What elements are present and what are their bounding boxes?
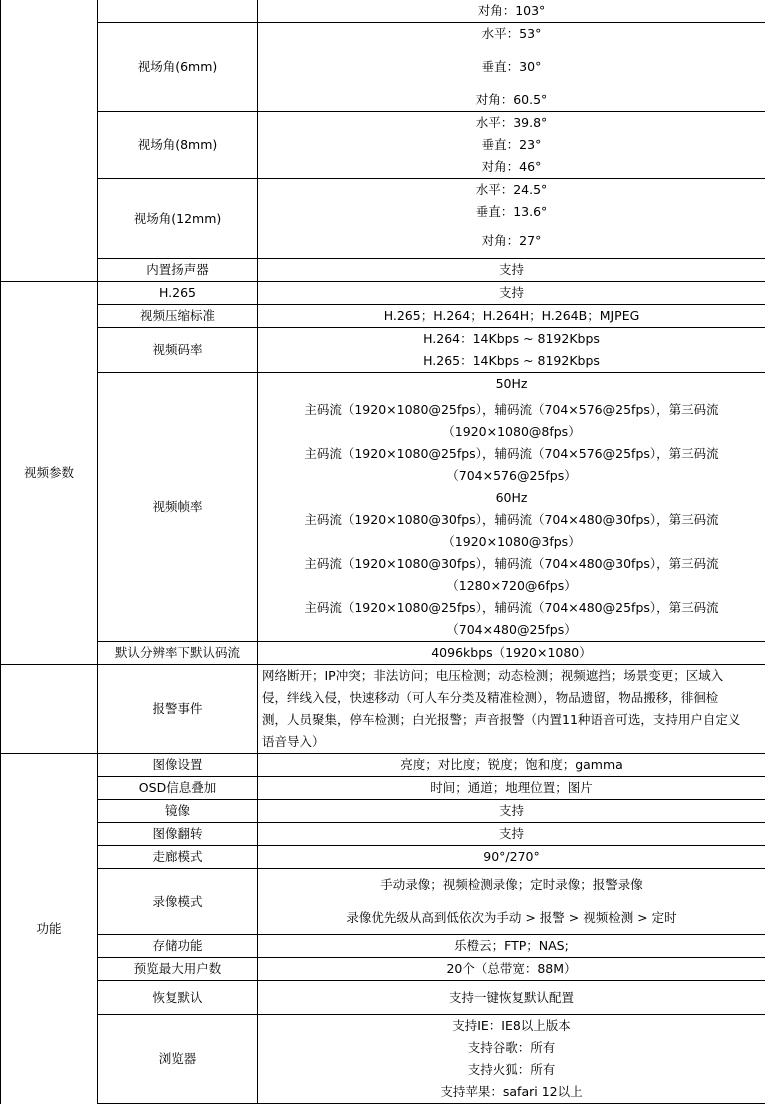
param-label: 视频压缩标准: [98, 305, 258, 328]
category-cell-blank: [1, 0, 98, 282]
value-line: 60Hz: [262, 487, 761, 509]
value-line: 支持苹果：safari 12以上: [262, 1081, 761, 1103]
param-value: [258, 0, 765, 23]
param-value: [258, 305, 765, 328]
param-label: 视频码率: [98, 328, 258, 373]
value-line: 水平：24.5°: [262, 179, 761, 201]
value-line: 支持: [262, 800, 761, 822]
value-line: 对角：27°: [262, 230, 761, 252]
param-value: [258, 958, 765, 981]
value-line: 手动录像；视频检测录像；定时录像；报警录像: [262, 874, 761, 896]
value-line: 语音导入）: [262, 731, 761, 753]
table-row: [1, 981, 765, 1015]
value-line: 垂直：30°: [262, 56, 761, 78]
param-value: [258, 665, 765, 754]
table-row: [1, 328, 765, 373]
param-label: 预览最大用户数: [98, 958, 258, 981]
table-row: [1, 642, 765, 665]
param-label: 图像翻转: [98, 823, 258, 846]
table-row: [1, 23, 765, 112]
param-value: [258, 179, 765, 259]
param-label: 镜像: [98, 800, 258, 823]
param-label: 视场角(8mm): [98, 112, 258, 179]
value-line: 乐橙云；FTP；NAS;: [262, 935, 761, 957]
table-row: [1, 869, 765, 935]
param-value: [258, 642, 765, 665]
param-label: 报警事件: [98, 665, 258, 754]
value-line: H.265；H.264；H.264H；H.264B；MJPEG: [262, 305, 761, 327]
param-label: 存储功能: [98, 935, 258, 958]
table-row: [1, 305, 765, 328]
param-value: [258, 869, 765, 935]
param-value: [258, 373, 765, 642]
table-row: [1, 259, 765, 282]
table-row: [1, 179, 765, 259]
table-row: [1, 373, 765, 642]
param-label: 录像模式: [98, 869, 258, 935]
param-value: [258, 981, 765, 1015]
value-line: 对角：60.5°: [262, 89, 761, 111]
value-line: 时间；通道；地理位置；图片: [262, 777, 761, 799]
value-line: 支持IE：IE8以上版本: [262, 1015, 761, 1037]
table-row: [1, 112, 765, 179]
table-row: [1, 282, 765, 305]
param-label: 恢复默认: [98, 981, 258, 1015]
table-row: [1, 1015, 765, 1104]
param-label: OSD信息叠加: [98, 777, 258, 800]
value-line: 对角：46°: [262, 156, 761, 178]
table-row: [1, 846, 765, 869]
param-value: [258, 112, 765, 179]
table-row: [1, 777, 765, 800]
value-line: 支持火狐：所有: [262, 1059, 761, 1081]
param-label: 走廊模式: [98, 846, 258, 869]
value-line: H.265：14Kbps ~ 8192Kbps: [262, 350, 761, 372]
value-line: 主码流（1920×1080@25fps），辅码流（704×576@25fps），第三码流: [262, 443, 761, 465]
table-row: [1, 0, 765, 23]
value-line: 主码流（1920×1080@25fps），辅码流（704×576@25fps），第三码流: [262, 399, 761, 421]
value-line: 录像优先级从高到低依次为手动 > 报警 > 视频检测 > 定时: [262, 907, 761, 929]
value-line: 90°/270°: [262, 846, 761, 868]
value-line: 主码流（1920×1080@25fps），辅码流（704×480@25fps），第三码流: [262, 597, 761, 619]
param-label: 视场角(6mm): [98, 23, 258, 112]
value-line: H.264：14Kbps ~ 8192Kbps: [262, 328, 761, 350]
category-cell-blank: [1, 665, 98, 754]
param-label: 默认分辨率下默认码流: [98, 642, 258, 665]
value-line: 支持: [262, 259, 761, 281]
table-row: [1, 823, 765, 846]
value-line: 4096kbps（1920×1080）: [262, 642, 761, 664]
value-line: 垂直：23°: [262, 134, 761, 156]
value-line: 支持谷歌：所有: [262, 1037, 761, 1059]
table-row: [1, 665, 765, 754]
param-label-blank: [98, 0, 258, 23]
value-line: 20个（总带宽：88M）: [262, 958, 761, 980]
param-label: 视频帧率: [98, 373, 258, 642]
value-line: 测，人员聚集，停车检测；白光报警；声音报警（内置11种语音可选，支持用户自定义: [262, 709, 761, 731]
table-row: [1, 935, 765, 958]
param-value: [258, 1015, 765, 1104]
value-line: 支持一键恢复默认配置: [262, 987, 761, 1009]
value-line: （1920×1080@8fps）: [262, 421, 761, 443]
value-line: 水平：53°: [262, 23, 761, 45]
value-line: （704×480@25fps）: [262, 619, 761, 641]
value-line: 对角：103°: [262, 0, 761, 22]
value-line: （1920×1080@3fps）: [262, 531, 761, 553]
param-value: [258, 23, 765, 112]
value-line: 垂直：13.6°: [262, 201, 761, 223]
category-cell: 视频参数: [1, 282, 98, 665]
param-label: H.265: [98, 282, 258, 305]
param-value: [258, 328, 765, 373]
param-label: 内置扬声器: [98, 259, 258, 282]
value-line: 主码流（1920×1080@30fps），辅码流（704×480@30fps），第三码流: [262, 509, 761, 531]
param-value: [258, 259, 765, 282]
value-line: 亮度；对比度；锐度；饱和度；gamma: [262, 754, 761, 776]
category-cell: 功能: [1, 754, 98, 1104]
param-value: [258, 846, 765, 869]
value-line: 侵，绊线入侵，快速移动（可人车分类及精准检测），物品遗留，物品搬移，徘徊检: [262, 687, 761, 709]
value-line: （704×576@25fps）: [262, 465, 761, 487]
value-line: 主码流（1920×1080@30fps），辅码流（704×480@30fps），第三码流: [262, 553, 761, 575]
param-label: 图像设置: [98, 754, 258, 777]
value-line: 网络断开；IP冲突；非法访问；电压检测；动态检测；视频遮挡；场景变更；区域入: [262, 665, 761, 687]
table-row: [1, 754, 765, 777]
param-value: [258, 777, 765, 800]
param-value: [258, 282, 765, 305]
value-line: 支持: [262, 282, 761, 304]
value-line: 支持: [262, 823, 761, 845]
param-value: [258, 754, 765, 777]
value-line: 50Hz: [262, 373, 761, 395]
param-label: 视场角(12mm): [98, 179, 258, 259]
table-row: [1, 800, 765, 823]
param-value: [258, 935, 765, 958]
table-row: [1, 958, 765, 981]
value-line: （1280×720@6fps）: [262, 575, 761, 597]
param-value: [258, 823, 765, 846]
value-line: 水平：39.8°: [262, 112, 761, 134]
param-value: [258, 800, 765, 823]
param-label: 浏览器: [98, 1015, 258, 1104]
